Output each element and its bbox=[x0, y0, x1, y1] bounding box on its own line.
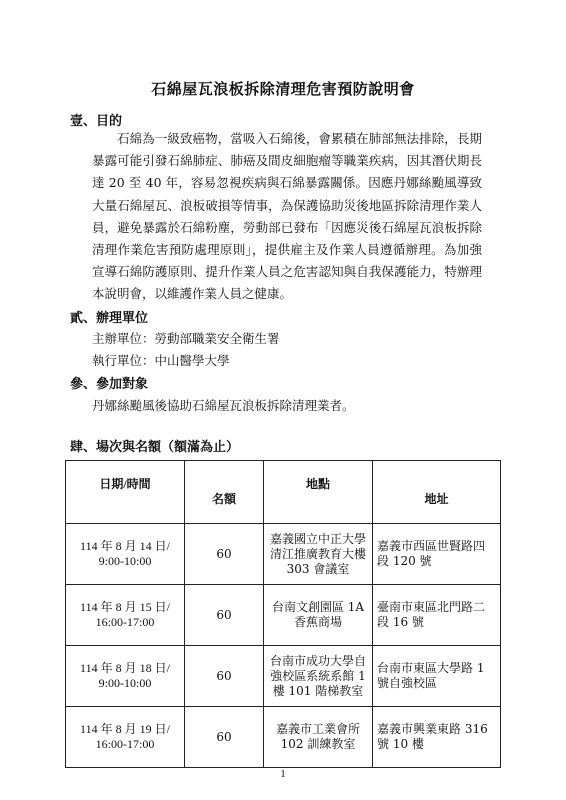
session-venue: 嘉義市工業會所 102 訓練教室 bbox=[264, 707, 373, 768]
section-heading-purpose: 壹、目的 bbox=[70, 114, 123, 129]
column-header-address: 地址 bbox=[373, 461, 501, 524]
session-quota: 60 bbox=[185, 646, 264, 707]
section-heading-sessions: 肆、場次與名額（額滿為止） bbox=[70, 440, 240, 455]
host-unit: 主辦單位：勞動部職業安全衛生署 bbox=[92, 331, 280, 346]
column-header-quota: 名額 bbox=[185, 461, 264, 524]
session-address: 嘉義市西區世賢路四段 120 號 bbox=[373, 524, 501, 585]
session-time: 9:00-10:00 bbox=[98, 676, 152, 690]
table-row bbox=[66, 585, 501, 646]
purpose-paragraph: 石綿為一級致癌物，當吸入石綿後，會累積在肺部無法排除，長期暴露可能引發石綿肺症、肺癌及間皮細胞瘤等職業疾病，因其潛伏期長達 20 至 40 年，容易忽視疾病與石綿暴露關係。因應丹娜絲颱風導致大量石綿屋瓦、浪板破損等情事，為保護協助災後地區拆除清理作業人員，避免暴露於石綿粉塵，勞動部已發布「因應災後石綿屋瓦浪板拆除清理作業危害預防處理原則」，提供雇主及作業人員遵循辦理。為加強宣導石綿防護原則、提升作業人員之危害認知與自我保護能力，特辦理本說明會，以維護作業人員之健康。 bbox=[92, 131, 482, 302]
session-quota: 60 bbox=[185, 707, 264, 768]
session-venue: 台南文創園區 1A 香蕉商場 bbox=[264, 585, 373, 646]
column-header-datetime: 日期/時間 bbox=[66, 461, 185, 524]
page-number: 1 bbox=[280, 768, 286, 780]
table-row bbox=[66, 707, 501, 768]
session-datetime bbox=[66, 524, 185, 585]
session-date: 114 年 8 月 19 日/ bbox=[80, 722, 170, 736]
table-header-row bbox=[66, 461, 501, 524]
table-row bbox=[66, 646, 501, 707]
session-address: 嘉義市興業東路 316 號 10 樓 bbox=[373, 707, 501, 768]
session-address: 台南市東區大學路 1 號自強校區 bbox=[373, 646, 501, 707]
session-address: 臺南市東區北門路二段 16 號 bbox=[373, 585, 501, 646]
column-header-venue: 地點 bbox=[264, 461, 373, 524]
session-quota: 60 bbox=[185, 585, 264, 646]
session-venue: 嘉義國立中正大學清江推廣教育大樓 303 會議室 bbox=[264, 524, 373, 585]
section-heading-participants: 參、參加對象 bbox=[70, 377, 149, 392]
session-date: 114 年 8 月 15 日/ bbox=[80, 600, 170, 614]
page-title: 石綿屋瓦浪板拆除清理危害預防說明會 bbox=[151, 80, 415, 98]
participants-text: 丹娜絲颱風後協助石綿屋瓦浪板拆除清理業者。 bbox=[92, 398, 355, 413]
sessions-table bbox=[65, 460, 501, 768]
table-row bbox=[66, 524, 501, 585]
session-date: 114 年 8 月 14 日/ bbox=[80, 539, 170, 553]
section-heading-organizer: 貳、辦理單位 bbox=[70, 311, 149, 326]
session-time: 9:00-10:00 bbox=[98, 554, 152, 568]
session-date: 114 年 8 月 18 日/ bbox=[80, 661, 170, 675]
session-datetime bbox=[66, 585, 185, 646]
session-time: 16:00-17:00 bbox=[95, 615, 155, 629]
session-time: 16:00-17:00 bbox=[95, 737, 155, 751]
executor-unit: 執行單位：中山醫學大學 bbox=[92, 353, 230, 368]
session-venue: 台南市成功大學自強校區系統系館 1 樓 101 階梯教室 bbox=[264, 646, 373, 707]
session-datetime bbox=[66, 707, 185, 768]
session-quota: 60 bbox=[185, 524, 264, 585]
session-datetime bbox=[66, 646, 185, 707]
